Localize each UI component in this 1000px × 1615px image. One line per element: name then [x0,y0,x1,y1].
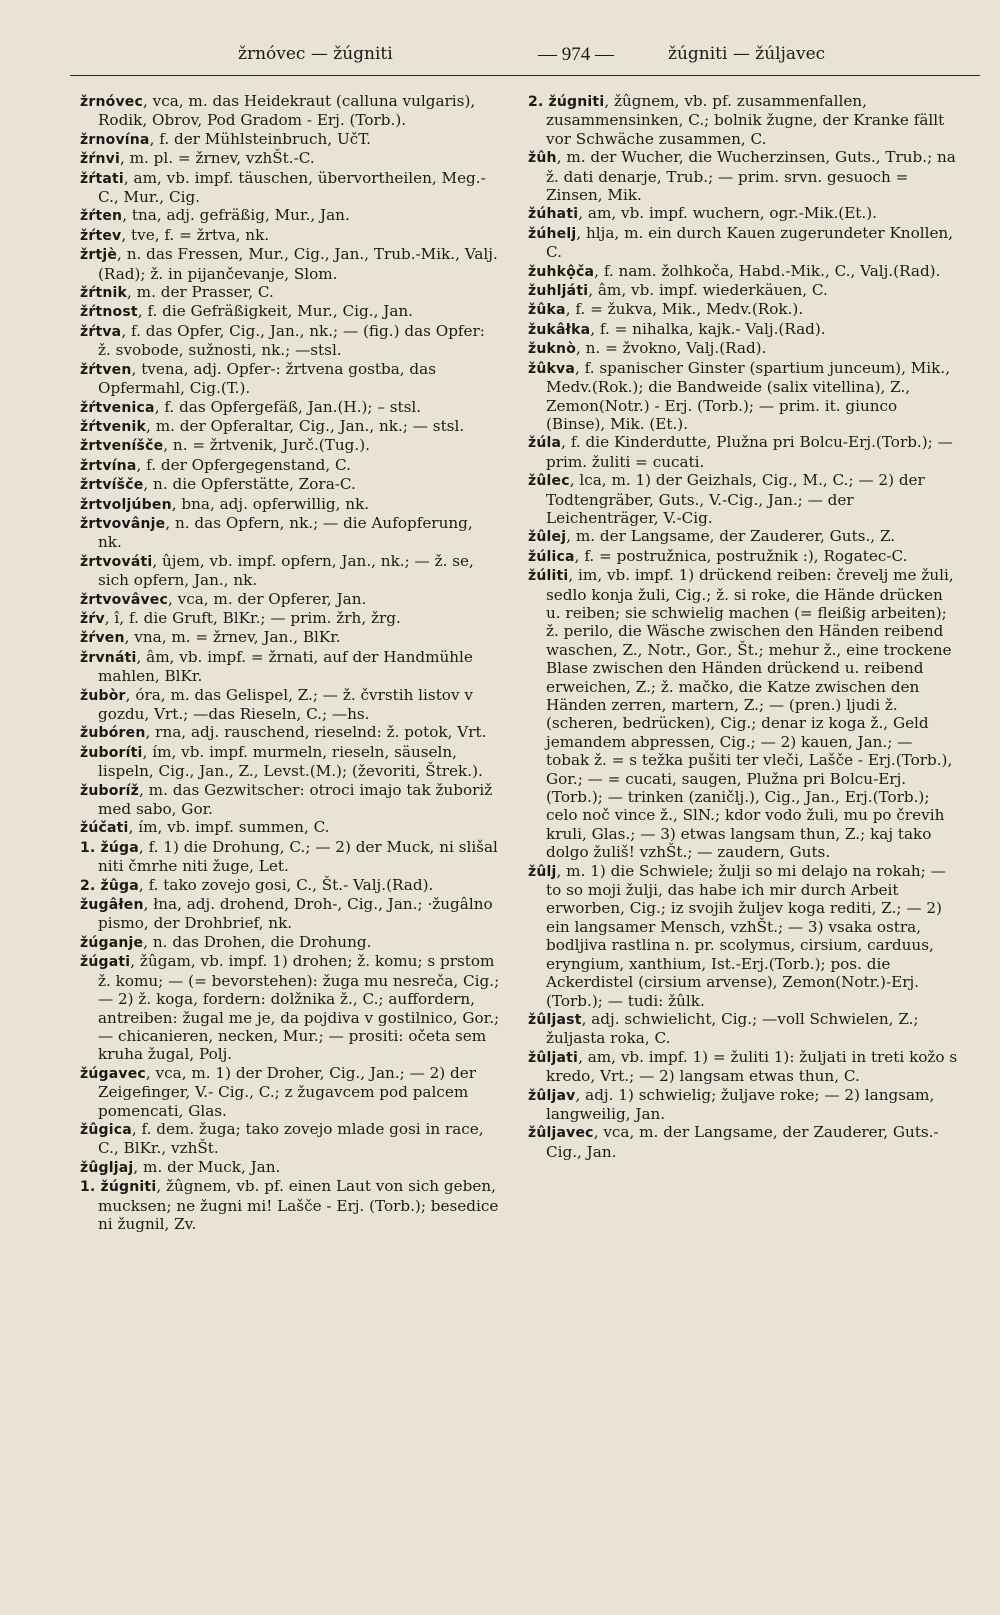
entry-headword: žúhelj [528,225,577,242]
entry-definition: , f. = postružnica, postružnik :), Rogatec-C. [574,546,908,565]
entry-headword: žûgica [80,1121,132,1138]
entry-definition: , im, vb. impf. 1) drückend reiben: črevelj me žuli, sedlo konja žuli, Cig.; ž. si roke, die Hände drücken u. reiben; sie schwielig machen (= fleißig arbeiten); ž. perilo, die Wäsche zwischen den Händen reibend waschen, Z., Notr., Gor., Št.; mehur ž., eine trockene Blase zwischen den Händen drückend u. reibend erweichen, Z.; ž. mačko, die Katze zwischen den Händen zerren, martern, Z.; — (pren.) ljudi ž. (scheren, bedrücken), Cig.; denar iz koga ž., Geld jemandem abpressen, Cig.; — 2) kauen, Jan.; — tobak ž. = s težka pušiti ter vleči, Lašče - Erj.(Torb.), Gor.; — = cucati, saugen, Plužna pri Bolcu-Erj.(Torb.); — trinken (zaničlj.), Cig., Jan., Erj.(Torb.); celo noč vince ž., SlN.; kdor vodo žuli, mu po črevih kruli, Glas.; — 3) etwas langsam thun, Z.; kaj tako dolgo žuliš! vzhŠt.; — zaudern, Guts. [546,566,954,862]
entry-definition: , f. nam. žolhkoča, Habd.-Mik., C., Valj.(Rad). [594,261,941,280]
entry-definition: , n. das Opfern, nk.; — die Aufopferung, nk. [98,513,473,552]
entry-headword: žúgati [80,954,131,971]
entry-headword: žrtvoljúben [80,496,172,513]
entry-definition: , f. = nihalka, kajk.- Valj.(Rad). [590,319,826,338]
entry-headword: žŕtev [80,227,122,244]
dictionary-entry [80,206,500,225]
header-right-guide: žúgniti — žúljavec [668,44,826,64]
entry-definition: , m. das Gezwitscher: otroci imajo tak žuboriž med sabo, Gor. [98,780,493,819]
dictionary-entry [80,456,500,475]
entry-definition: , am, vb. impf. 1) = žuliti 1): žuljati in treti kožo s kredo, Vrt.; — 2) langsam etwas thun, C. [546,1047,958,1086]
entry-definition: , f. der Opfergegenstand, C. [136,455,351,474]
entry-headword: žŕv [80,610,105,627]
running-header [70,44,980,74]
entry-headword: 2. žúgniti [528,94,605,110]
entry-headword: 1. žúgniti [80,1179,157,1196]
dictionary-entry [528,433,958,471]
dictionary-entry [80,245,500,283]
entry-headword: žrtveníšče [80,438,164,455]
dictionary-entry [80,130,500,149]
entry-headword: žrnóvec [80,94,143,110]
entry-headword: žŕtati [80,170,124,187]
dictionary-entry [80,475,500,494]
right-column [528,92,958,1161]
entry-headword: žrvnáti [80,649,137,666]
entry-definition: , tna, adj. gefräßig, Mur., Jan. [122,206,350,225]
entry-headword: žúgavec [80,1065,146,1082]
entry-headword: žŕtva [80,323,122,340]
dictionary-entry [80,952,500,1063]
dictionary-entry [528,148,958,204]
dictionary-entry [80,149,500,168]
dictionary-entry [528,204,958,223]
dictionary-entry [80,360,500,398]
entry-definition: , vca, m. der Langsame, der Zauderer, Guts.-Cig., Jan. [546,1123,939,1161]
entry-definition: , rna, adj. rauschend, rieselnd: ž. potok, Vrt. [145,723,487,742]
dictionary-entry [528,1048,958,1086]
entry-definition: , žûgnem, vb. pf. einen Laut von sich geben, mucksen; ne žugni mi! Lašče - Erj. (Torb.); besedice ni žugnil, Zv. [98,1177,499,1233]
entry-headword: žûljav [528,1087,576,1104]
dictionary-entry [528,281,958,300]
entry-definition: , adj. schwielicht, Cig.; —voll Schwielen, Z.; žuljasta roka, C. [546,1009,919,1048]
entry-headword: žŕtven [80,361,132,378]
entry-headword: žúlica [528,548,575,565]
entry-definition: , n. die Opferstätte, Zora-C. [143,475,356,494]
entry-headword: žuboríti [80,744,143,761]
entry-definition: , am, vb. impf. täuschen, übervortheilen, Meg.-C., Mur., Cig. [98,168,486,207]
entry-headword: žrtjè [80,247,118,264]
entry-definition: , m. pl. = žrnev, vzhŠt.-C. [119,149,315,168]
entry-headword: žŕtvenica [80,399,155,416]
entry-headword: 2. žûga [80,877,139,894]
entry-definition: , n. = žvokno, Valj.(Rad). [576,339,767,358]
header-left-guide: žrnóvec — žúgniti [238,44,393,64]
entry-definition: , adj. 1) schwielig; žuljave roke; — 2) langsam, langweilig, Jan. [546,1085,935,1123]
entry-headword: žrtvovânje [80,515,166,532]
left-column [80,92,500,1233]
entry-headword: žrtvovâvec [80,591,168,608]
entry-definition: , f. 1) die Drohung, C.; — 2) der Muck, ni slišal niti čmrhe niti žuge, Let. [98,837,498,876]
dictionary-entry [80,417,500,436]
dictionary-entry [80,552,500,590]
entry-definition: , m. der Langsame, der Zauderer, Guts., Z. [566,527,896,546]
dictionary-entry [528,547,958,566]
dictionary-entry [80,1064,500,1120]
dictionary-entry [80,398,500,417]
entry-headword: žûlj [528,863,557,880]
dictionary-entry [528,320,958,339]
dictionary-entry [528,471,958,527]
dictionary-entry [80,686,500,724]
entry-definition: , f. dem. žuga; tako zovejo mlade gosi in race, C., BlKr., vzhŠt. [98,1119,484,1158]
entry-headword: žúčati [80,820,129,837]
entry-headword: žúganje [80,934,144,951]
entry-headword: žŕtnost [80,304,138,321]
dictionary-entry [80,818,500,837]
entry-headword: žŕnvi [80,151,120,168]
dictionary-entry [80,895,500,933]
entry-definition: , tvena, adj. Opfer-: žrtvena gostba, das Opfermahl, Cig.(T.). [98,359,436,398]
dictionary-entry [80,781,500,819]
entry-definition: , m. der Prasser, C. [127,283,274,302]
entry-headword: žuknò [528,341,577,358]
entry-definition: , vca, m. das Heidekraut (calluna vulgaris), Rodik, Obrov, Pod Gradom - Erj. (Torb.). [98,92,476,130]
entry-definition: , n. = žrtvenik, Jurč.(Tug.). [163,436,370,455]
entry-definition: , î, f. die Gruft, BlKr.; — prim. žrh, žrg. [104,608,401,627]
dictionary-entry [528,527,958,546]
entry-definition: , f. spanischer Ginster (spartium junceum), Mik., Medv.(Rok.); die Bandweide (salix vitellina), Z., Zemon(Notr.) - Erj. (Torb.); — prim. it. giunco (Binse), Mik. (Et.). [546,358,951,433]
dictionary-entry [80,838,500,876]
entry-definition: , žûgam, vb. impf. 1) drohen; ž. komu; s prstom ž. komu; — (= bevorstehen): žuga mu nesreča, Cig.; — 2) ž. koga, fordern: dolžnika ž., C.; auffordern, antreiben: žugal me je, da pojdiva v gostilnico, Gor.; — chicanieren, necken, Mur.; — prositi: očeta sem kruha žugal, Polj. [98,952,500,1064]
dictionary-entry [80,436,500,455]
entry-headword: žrtvína [80,457,137,474]
entry-headword: žuhljáti [528,283,589,300]
entry-definition: , ûjem, vb. impf. opfern, Jan., nk.; — ž. se, sich opfern, Jan., nk. [98,551,474,590]
dictionary-entry [528,1086,958,1124]
entry-headword: 1. žúga [80,839,139,856]
entry-headword: žúliti [528,568,569,585]
entry-definition: , âm, vb. impf. = žrnati, auf der Handmühle mahlen, BlKr. [98,647,473,686]
entry-definition: , f. das Opfergefäß, Jan.(H.); – stsl. [154,397,422,416]
entry-definition: , âm, vb. impf. wiederkäuen, C. [588,281,828,300]
dictionary-entry [80,723,500,742]
dictionary-entry [80,169,500,207]
entry-definition: , f. tako zovejo gosi, C., Št.- Valj.(Rad). [138,875,434,894]
entry-definition: , f. der Mühlsteinbruch, UčT. [149,129,371,148]
dictionary-entry [80,302,500,321]
entry-headword: žŕtvenik [80,418,147,435]
entry-headword: žŕtnik [80,285,128,302]
dictionary-entry [528,1123,958,1161]
dictionary-entry [528,262,958,281]
entry-headword: žûkva [528,360,575,377]
entry-definition: , óra, m. das Gelispel, Z.; — ž. čvrstih listov v gozdu, Vrt.; —das Rieseln, C.; —hs. [98,685,473,723]
entry-headword: žŕven [80,630,125,647]
entry-definition: , hlja, m. ein durch Kauen zugerundeter Knollen, C. [546,223,954,262]
dictionary-entry [528,339,958,358]
entry-definition: , m. der Opferaltar, Cig., Jan., nk.; — stsl. [146,416,465,435]
dictionary-entry [80,1177,500,1233]
entry-definition: , n. das Drohen, die Drohung. [143,932,372,951]
entry-definition: , n. das Fressen, Mur., Cig., Jan., Trub.-Mik., Valj.(Rad); ž. in pijančevanje, Slom. [98,245,498,283]
entry-definition: , bna, adj. opferwillig, nk. [171,494,370,513]
entry-definition: , vna, m. = žrnev, Jan., BlKr. [124,628,341,647]
entry-headword: žugâłen [80,897,144,914]
dictionary-entry [80,876,500,895]
dictionary-entry [80,743,500,781]
entry-definition: , f. = žukva, Mik., Medv.(Rok.). [565,300,804,319]
entry-headword: žuboríž [80,782,140,799]
entry-headword: žûka [528,302,566,319]
entry-headword: žûljati [528,1049,579,1066]
entry-headword: žûljast [528,1011,582,1028]
page-number: — 974 — [538,44,614,65]
dictionary-entry [80,1120,500,1158]
dictionary-entry [80,648,500,686]
entry-headword: žûlec [528,473,570,490]
entry-headword: žúla [528,435,562,452]
dictionary-entry [80,609,500,628]
dictionary-entry [528,359,958,434]
dictionary-entry [80,495,500,514]
entry-definition: , lca, m. 1) der Geizhals, Cig., M., C.; — 2) der Todtengräber, Guts., V.-Cig., Jan.; — der Leichenträger, V.-Cig. [546,471,925,527]
entry-definition: , žûgnem, vb. pf. zusammenfallen, zusammensinken, C.; bolnik žugne, der Kranke fällt vor Schwäche zusammen, C. [546,92,945,148]
dictionary-entry [528,566,958,862]
entry-definition: , f. die Kinderdutte, Plužna pri Bolcu-Erj.(Torb.); — prim. žuliti = cucati. [546,433,953,471]
entry-headword: žûljavec [528,1125,594,1142]
entry-definition: , m. 1) die Schwiele; žulji so mi delajo na rokah; — to so moji žulji, das habe ich mir durch Arbeit erworben, Cig.; iz svojih žuljev koga rediti, Z.; — 2) ein langsamer Mensch, vzhŠt.; — 3) vsaka ostra, bodljiva rastlina n. pr. scolymus, cirsium, carduus, eryngium, xanthium, Ist.-Erj.(Torb.); pos. die Ackerdistel (cirsium arvense), Zemon(Notr.)-Erj.(Torb.); — tudi: žûlk. [546,861,946,1010]
dictionary-entry [80,514,500,552]
dictionary-entry [528,862,958,1010]
entry-headword: žûh [528,150,557,167]
dictionary-entry [528,300,958,319]
entry-headword: žubóren [80,725,146,742]
entry-definition: , m. der Wucher, die Wucherzinsen, Guts., Trub.; na ž. dati denarje, Trub.; — prim. srvn. gesuoch = Zinsen, Mik. [546,148,956,205]
dictionary-entry [80,933,500,952]
entry-definition: , am, vb. impf. wuchern, ogr.-Mik.(Et.). [578,204,877,223]
entry-definition: , m. der Muck, Jan. [133,1157,281,1176]
entry-definition: , f. die Gefräßigkeit, Mur., Cig., Jan. [137,302,413,321]
entry-definition: , tve, f. = žrtva, nk. [121,225,270,244]
dictionary-entry [80,283,500,302]
entry-headword: žúhati [528,206,579,223]
dictionary-entry [80,1158,500,1177]
entry-definition: , f. das Opfer, Cig., Jan., nk.; — (fig.) das Opfer: ž. svobode, sužnosti, nk.; —stsl. [98,321,485,360]
entry-headword: žrtvováti [80,553,153,570]
entry-headword: žrnovína [80,131,150,148]
entry-definition: , vca, m. 1) der Droher, Cig., Jan.; — 2) der Zeigefinger, V.- Cig., C.; z žugavcem pod palcem pomencati, Glas. [98,1063,477,1120]
entry-definition: , vca, m. der Opferer, Jan. [167,589,367,608]
entry-headword: žubòr [80,687,126,704]
entry-definition: , ím, vb. impf. murmeln, rieseln, säuseln, lispeln, Cig., Jan., Z., Levst.(M.); (ževoriti, Štrek.). [98,742,483,781]
entry-definition: , łna, adj. drohend, Droh-, Cig., Jan.; ·žugâlno pismo, der Drohbrief, nk. [98,895,493,933]
dictionary-entry [80,226,500,245]
header-rule [70,75,980,76]
entry-definition: , ím, vb. impf. summen, C. [128,818,330,837]
dictionary-entry [528,92,958,148]
dictionary-entry [80,628,500,647]
dictionary-entry [528,1010,958,1048]
dictionary-entry [80,322,500,360]
dictionary-entry [80,92,500,130]
entry-headword: žrtvíšče [80,477,144,494]
dictionary-entry [528,224,958,262]
entry-headword: žûgljaj [80,1159,134,1176]
dictionary-entry [80,590,500,609]
entry-headword: žukâłka [528,321,591,338]
entry-headword: žûlej [528,529,567,546]
entry-headword: žŕten [80,208,123,225]
entry-headword: žuhkộča [528,263,595,280]
